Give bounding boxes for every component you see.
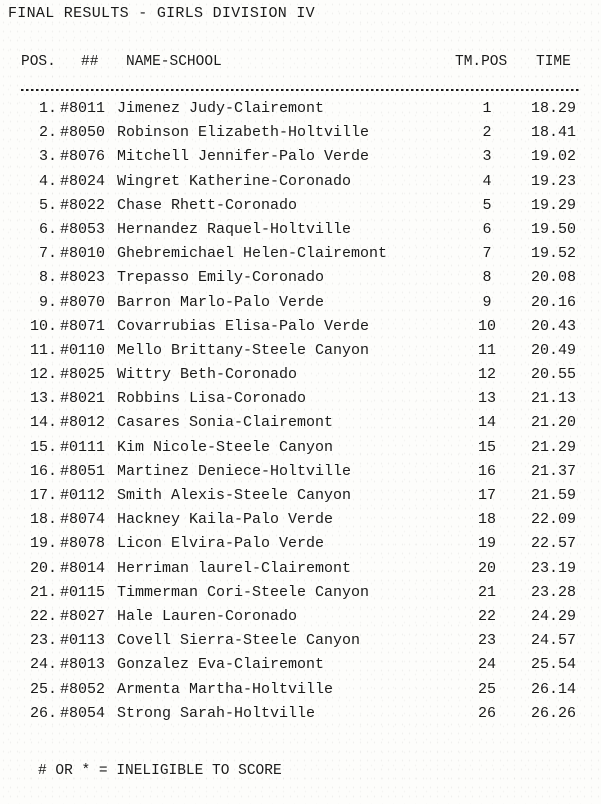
row-team-position: 16 <box>477 462 496 480</box>
row-name-school: Strong Sarah-Holtville <box>117 704 316 722</box>
row-time: 26.14 <box>530 680 576 698</box>
row-name-school: Herriman laurel-Clairemont <box>117 559 352 577</box>
result-row <box>0 463 601 487</box>
header-team-position: TM.POS <box>455 54 508 70</box>
row-team-position: 19 <box>477 535 496 553</box>
row-name-school: Hale Lauren-Coronado <box>117 607 298 625</box>
result-row <box>0 221 601 245</box>
result-row <box>0 100 601 124</box>
row-team-position: 25 <box>477 680 496 698</box>
row-team-position: 2 <box>482 124 492 142</box>
result-row <box>0 511 601 535</box>
row-bib-number: #8022 <box>60 196 106 214</box>
result-row <box>0 245 601 269</box>
row-time: 21.13 <box>530 390 576 408</box>
row-position: 10. <box>29 317 57 335</box>
row-bib-number: #8053 <box>60 220 106 238</box>
document-title: FINAL RESULTS - GIRLS DIVISION IV <box>8 5 315 22</box>
result-row <box>0 269 601 293</box>
row-team-position: 6 <box>482 220 492 238</box>
row-team-position: 5 <box>482 196 492 214</box>
footnote: # OR * = INELIGIBLE TO SCORE <box>38 763 282 779</box>
result-row <box>0 294 601 318</box>
row-bib-number: #8050 <box>60 124 106 142</box>
row-time: 22.57 <box>530 535 576 553</box>
result-row <box>0 487 601 511</box>
row-name-school: Covell Sierra-Steele Canyon <box>117 632 361 650</box>
row-time: 21.20 <box>530 414 576 432</box>
row-name-school: Hackney Kaila-Palo Verde <box>117 511 334 529</box>
row-bib-number: #8023 <box>60 269 106 287</box>
row-position: 1. <box>38 100 57 117</box>
row-time: 23.28 <box>530 583 576 601</box>
row-name-school: Timmerman Cori-Steele Canyon <box>117 583 370 601</box>
row-position: 3. <box>38 148 57 166</box>
row-position: 12. <box>29 366 57 384</box>
row-team-position: 22 <box>477 607 496 625</box>
row-time: 19.23 <box>530 172 576 190</box>
row-time: 18.29 <box>530 100 576 117</box>
row-name-school: Mitchell Jennifer-Palo Verde <box>117 148 370 166</box>
row-team-position: 7 <box>482 245 492 263</box>
row-bib-number: #8013 <box>60 656 106 674</box>
result-row <box>0 173 601 197</box>
row-time: 26.26 <box>530 704 576 722</box>
row-team-position: 13 <box>477 390 496 408</box>
result-row <box>0 390 601 414</box>
result-row <box>0 439 601 463</box>
row-position: 15. <box>29 438 57 456</box>
row-bib-number: #0112 <box>60 487 106 504</box>
header-time: TIME <box>536 54 571 70</box>
header-position: POS. <box>21 54 56 70</box>
row-name-school: Wittry Beth-Coronado <box>117 366 298 384</box>
row-team-position: 20 <box>477 559 496 577</box>
result-row <box>0 560 601 584</box>
results-list <box>0 100 601 729</box>
row-time: 25.54 <box>530 656 576 674</box>
row-bib-number: #8054 <box>60 704 106 722</box>
row-bib-number: #8076 <box>60 148 106 166</box>
result-row <box>0 584 601 608</box>
result-row <box>0 656 601 680</box>
row-name-school: Martinez Deniece-Holtville <box>117 462 352 480</box>
row-bib-number: #8010 <box>60 245 106 263</box>
row-team-position: 11 <box>477 341 496 359</box>
header-divider <box>21 89 581 91</box>
row-name-school: Hernandez Raquel-Holtville <box>117 220 352 238</box>
row-bib-number: #8052 <box>60 680 106 698</box>
row-bib-number: #8051 <box>60 462 106 480</box>
row-time: 20.49 <box>530 341 576 359</box>
row-time: 20.55 <box>530 366 576 384</box>
row-bib-number: #8074 <box>60 511 106 529</box>
row-time: 18.41 <box>530 124 576 142</box>
row-name-school: Barron Marlo-Palo Verde <box>117 293 325 311</box>
row-time: 19.29 <box>530 196 576 214</box>
result-row <box>0 608 601 632</box>
row-name-school: Licon Elvira-Palo Verde <box>117 535 325 553</box>
result-row <box>0 148 601 172</box>
row-time: 22.09 <box>530 511 576 529</box>
row-name-school: Casares Sonia-Clairemont <box>117 414 334 432</box>
row-position: 21. <box>29 583 57 601</box>
row-position: 11. <box>29 341 57 359</box>
row-position: 14. <box>29 414 57 432</box>
row-team-position: 21 <box>477 583 496 601</box>
header-bib-number: ## <box>81 54 99 70</box>
row-name-school: Robinson Elizabeth-Holtville <box>117 124 370 142</box>
row-team-position: 9 <box>482 293 492 311</box>
row-position: 7. <box>38 245 57 263</box>
row-name-school: Kim Nicole-Steele Canyon <box>117 438 334 456</box>
result-row <box>0 414 601 438</box>
row-bib-number: #8071 <box>60 317 106 335</box>
row-position: 23. <box>29 632 57 650</box>
row-bib-number: #8025 <box>60 366 106 384</box>
row-bib-number: #8070 <box>60 293 106 311</box>
row-position: 6. <box>38 220 57 238</box>
row-position: 18. <box>29 511 57 529</box>
result-row <box>0 681 601 705</box>
row-time: 20.08 <box>530 269 576 287</box>
row-bib-number: #0115 <box>60 583 106 601</box>
row-time: 19.02 <box>530 148 576 166</box>
row-team-position: 8 <box>482 269 492 287</box>
row-team-position: 17 <box>477 487 496 504</box>
row-position: 2. <box>38 124 57 142</box>
row-bib-number: #8012 <box>60 414 106 432</box>
row-team-position: 12 <box>477 366 496 384</box>
row-team-position: 24 <box>477 656 496 674</box>
row-bib-number: #0111 <box>60 438 106 456</box>
row-bib-number: #8021 <box>60 390 106 408</box>
row-bib-number: #0113 <box>60 632 106 650</box>
row-time: 19.50 <box>530 220 576 238</box>
row-time: 21.59 <box>530 487 576 504</box>
row-name-school: Jimenez Judy-Clairemont <box>117 100 325 117</box>
row-position: 20. <box>29 559 57 577</box>
row-name-school: Chase Rhett-Coronado <box>117 196 298 214</box>
result-row <box>0 705 601 729</box>
row-time: 21.37 <box>530 462 576 480</box>
row-name-school: Robbins Lisa-Coronado <box>117 390 307 408</box>
row-team-position: 14 <box>477 414 496 432</box>
row-bib-number: #0110 <box>60 341 106 359</box>
row-name-school: Armenta Martha-Holtville <box>117 680 334 698</box>
row-time: 21.29 <box>530 438 576 456</box>
row-name-school: Smith Alexis-Steele Canyon <box>117 487 352 504</box>
row-name-school: Covarrubias Elisa-Palo Verde <box>117 317 370 335</box>
row-time: 20.16 <box>530 293 576 311</box>
row-position: 8. <box>38 269 57 287</box>
row-bib-number: #8014 <box>60 559 106 577</box>
result-row <box>0 318 601 342</box>
result-row <box>0 197 601 221</box>
row-team-position: 1 <box>482 100 492 117</box>
row-position: 17. <box>29 487 57 504</box>
row-time: 24.57 <box>530 632 576 650</box>
row-bib-number: #8027 <box>60 607 106 625</box>
row-position: 19. <box>29 535 57 553</box>
row-time: 24.29 <box>530 607 576 625</box>
row-team-position: 23 <box>477 632 496 650</box>
row-position: 24. <box>29 656 57 674</box>
row-team-position: 3 <box>482 148 492 166</box>
row-position: 16. <box>29 462 57 480</box>
row-time: 23.19 <box>530 559 576 577</box>
row-position: 4. <box>38 172 57 190</box>
row-bib-number: #8024 <box>60 172 106 190</box>
row-position: 22. <box>29 607 57 625</box>
result-row <box>0 366 601 390</box>
row-position: 25. <box>29 680 57 698</box>
row-bib-number: #8011 <box>60 100 106 117</box>
row-team-position: 15 <box>477 438 496 456</box>
row-name-school: Wingret Katherine-Coronado <box>117 172 352 190</box>
row-time: 20.43 <box>530 317 576 335</box>
result-row <box>0 124 601 148</box>
row-name-school: Gonzalez Eva-Clairemont <box>117 656 325 674</box>
row-name-school: Mello Brittany-Steele Canyon <box>117 341 370 359</box>
row-position: 26. <box>29 704 57 722</box>
header-name-school: NAME-SCHOOL <box>126 54 222 70</box>
result-row <box>0 342 601 366</box>
row-team-position: 18 <box>477 511 496 529</box>
row-position: 5. <box>38 196 57 214</box>
row-team-position: 26 <box>477 704 496 722</box>
row-time: 19.52 <box>530 245 576 263</box>
row-name-school: Trepasso Emily-Coronado <box>117 269 325 287</box>
result-row <box>0 632 601 656</box>
row-position: 9. <box>38 293 57 311</box>
row-bib-number: #8078 <box>60 535 106 553</box>
row-team-position: 10 <box>477 317 496 335</box>
row-position: 13. <box>29 390 57 408</box>
result-row <box>0 535 601 559</box>
row-name-school: Ghebremichael Helen-Clairemont <box>117 245 388 263</box>
row-team-position: 4 <box>482 172 492 190</box>
